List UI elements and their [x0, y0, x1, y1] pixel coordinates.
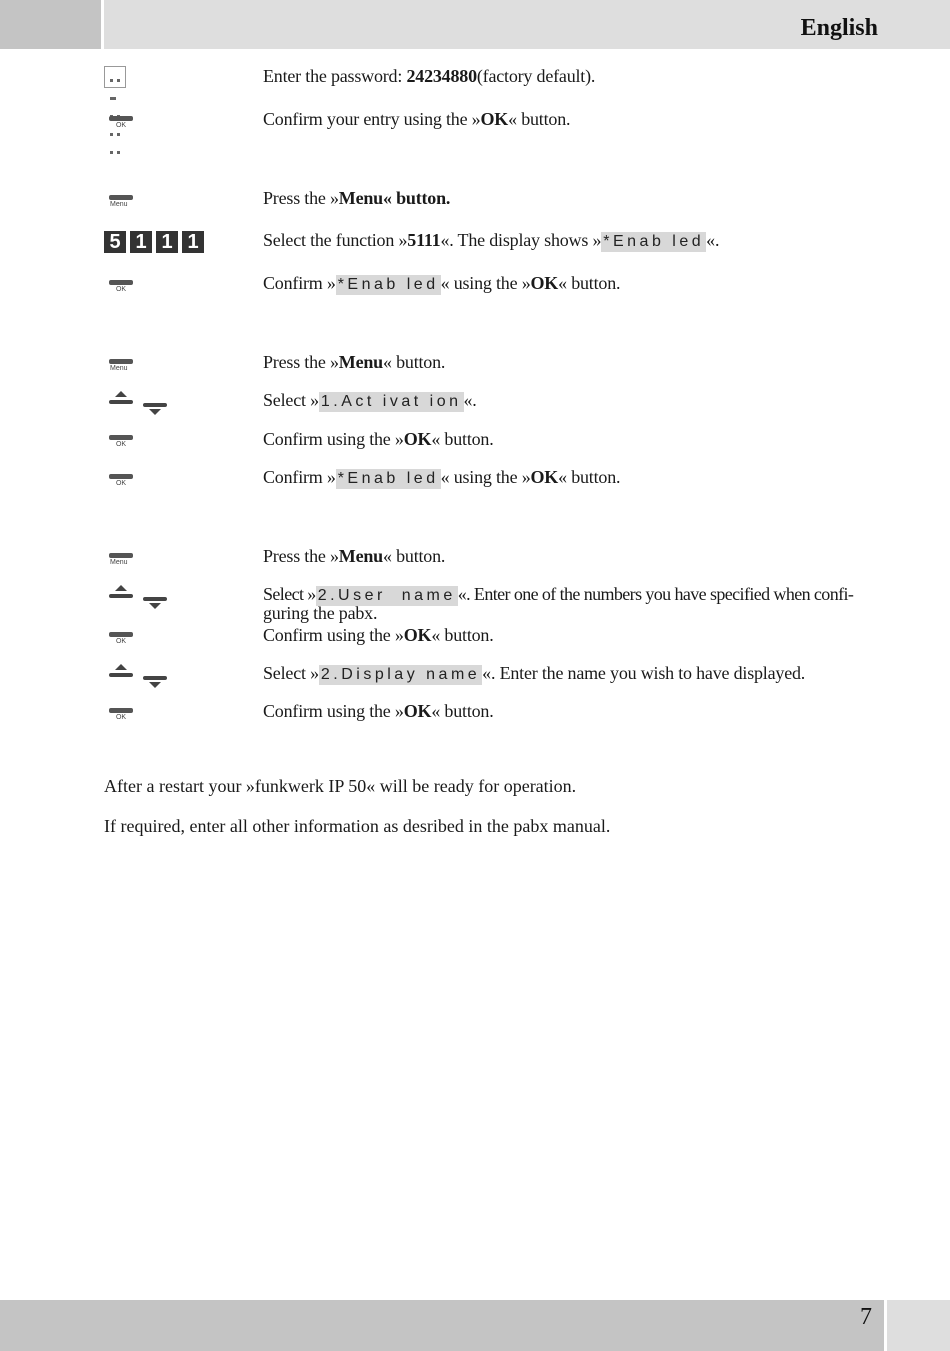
step-text: «. Enter the name you wish to have displayed. [482, 663, 806, 683]
step-confirm-enabled-2 [263, 467, 620, 489]
step-press-menu-2 [263, 352, 445, 373]
lcd-display-text: 2.User name [317, 587, 456, 604]
menu-button-icon [104, 195, 138, 215]
step-text: «. [463, 390, 477, 410]
step-bold: Menu [338, 546, 383, 566]
step-bold: 5111 [407, 230, 441, 250]
step-text: Confirm using the » [263, 429, 404, 449]
navigation-keys-icon [104, 391, 168, 417]
step-text: Press the » [263, 188, 339, 208]
step-text: « button. [431, 701, 494, 721]
keypad-icon [104, 66, 126, 88]
step-bold: OK [403, 701, 432, 721]
navigation-keys-icon [104, 664, 168, 690]
digit-key: 1 [130, 231, 152, 253]
header-left-block [0, 0, 101, 49]
step-text: « using the » [440, 467, 531, 487]
step-bold: OK [530, 467, 559, 487]
digit-keys-5111 [104, 231, 204, 253]
ok-icon-label: OK [115, 480, 127, 487]
step-text: Select » [263, 584, 316, 604]
step-text: Press the » [263, 546, 339, 566]
step-confirm-ok-2 [263, 625, 494, 646]
step-confirm-entry [263, 109, 570, 130]
step-text: «. The display shows » [440, 230, 602, 250]
step-press-menu-3 [263, 546, 445, 567]
step-text: « button. [558, 273, 621, 293]
lcd-display-text: *Enab led [337, 276, 439, 293]
ok-icon-label: OK [115, 714, 127, 721]
password-value: 24234880 [406, 66, 477, 86]
lcd-display-text: 2.Display name [320, 666, 481, 683]
navigation-keys-icon [104, 585, 168, 611]
menu-button-icon [104, 553, 138, 573]
footer-bar [0, 1300, 884, 1351]
step-text: Select » [263, 663, 319, 683]
step-bold: Menu« button. [338, 188, 451, 208]
menu-button-icon [104, 359, 138, 379]
step-text: «. Enter one of the numbers you have specified when confi- [457, 584, 854, 604]
ok-icon-label: OK [115, 286, 127, 293]
ok-button-icon [104, 435, 138, 455]
digit-key: 1 [182, 231, 204, 253]
step-text: «. [706, 230, 720, 250]
step-enter-password [263, 66, 595, 87]
paragraph-additional-info: If required, enter all other information as desribed in the pabx manual. [104, 816, 611, 836]
ok-icon-label: OK [115, 122, 127, 129]
ok-button-icon [104, 280, 138, 300]
step-text: « button. [383, 352, 446, 372]
step-select-user-name-cont: guring the pabx. [263, 603, 378, 623]
step-text: Select » [263, 390, 319, 410]
page-number: 7 [860, 1304, 872, 1330]
lcd-display-text: 1.Act ivat ion [320, 393, 462, 410]
step-text: « button. [431, 429, 494, 449]
step-confirm-ok [263, 429, 494, 450]
step-confirm-enabled [263, 273, 620, 295]
step-select-activation [263, 390, 477, 412]
step-text: Confirm » [263, 273, 336, 293]
footer-right-block [887, 1300, 950, 1351]
step-press-menu [263, 188, 450, 209]
ok-button-icon [104, 632, 138, 652]
step-text: « button. [431, 625, 494, 645]
step-text: « button. [558, 467, 621, 487]
menu-icon-label: Menu [110, 559, 128, 566]
ok-button-icon [104, 474, 138, 494]
step-bold: OK [480, 109, 509, 129]
step-text: « button. [508, 109, 571, 129]
step-text: « button. [383, 546, 446, 566]
step-text: Confirm your entry using the » [263, 109, 481, 129]
ok-button-icon [104, 116, 138, 136]
step-confirm-ok-3 [263, 701, 494, 722]
step-text: (factory default). [476, 66, 596, 86]
digit-key: 1 [156, 231, 178, 253]
step-bold: OK [403, 625, 432, 645]
step-bold: OK [530, 273, 559, 293]
step-text: Confirm using the » [263, 625, 404, 645]
step-bold: Menu [338, 352, 383, 372]
menu-icon-label: Menu [110, 365, 128, 372]
step-bold: OK [403, 429, 432, 449]
paragraph-restart: After a restart your »funkwerk IP 50« will be ready for operation. [104, 776, 577, 796]
step-text: Select the function » [263, 230, 408, 250]
step-text: Confirm » [263, 467, 336, 487]
step-text: Enter the password: [263, 66, 407, 86]
step-text: Confirm using the » [263, 701, 404, 721]
step-text: Press the » [263, 352, 339, 372]
page-language-title: English [800, 15, 878, 41]
menu-icon-label: Menu [110, 201, 128, 208]
lcd-display-text: *Enab led [337, 470, 439, 487]
lcd-display-text: *Enab led [603, 233, 705, 250]
ok-button-icon [104, 708, 138, 728]
step-select-function [263, 230, 719, 252]
digit-key: 5 [104, 231, 126, 253]
ok-icon-label: OK [115, 638, 127, 645]
ok-icon-label: OK [115, 441, 127, 448]
step-select-display-name [263, 663, 805, 685]
step-text: « using the » [440, 273, 531, 293]
